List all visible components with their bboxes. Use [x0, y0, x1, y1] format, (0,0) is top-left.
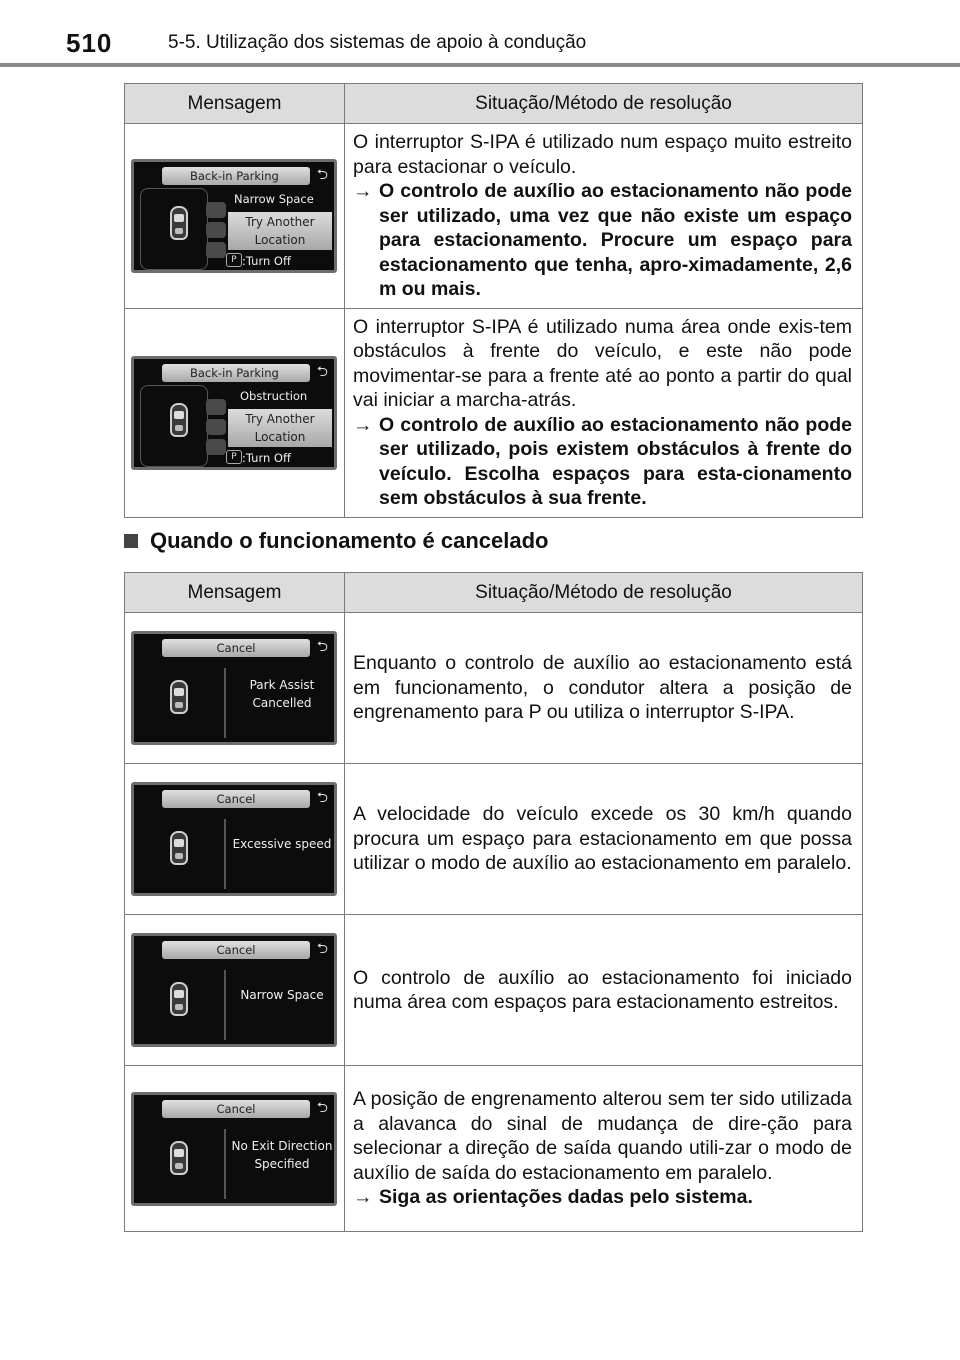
button-line: Try Another [245, 411, 315, 426]
action-line [353, 413, 852, 511]
screen-message: Narrow Space [234, 191, 314, 206]
back-icon: ⮌ [316, 166, 328, 183]
message-table-2 [124, 572, 863, 1232]
message-cell [125, 764, 345, 915]
parking-slot-icon [206, 399, 226, 415]
screen-title: Cancel [162, 639, 310, 657]
table-row [125, 613, 863, 764]
parking-slot-icon [206, 202, 226, 218]
car-icon [170, 982, 188, 1016]
table-header-row [125, 573, 863, 613]
back-icon: ⮌ [316, 363, 328, 380]
screen-message [230, 986, 334, 1004]
table-row [125, 1066, 863, 1232]
action-text: O controlo de auxílio ao estacionamento não pode ser utilizado, uma vez que não existe um espaço para estacionamento. Procure um espaço para estacionamento que tenha, apro-ximadamente, 2,6 m ou mais. [379, 180, 852, 300]
screen-divider [224, 668, 226, 738]
situation-text: A velocidade do veículo excede os 30 km/h quando procura um espaço para estacionamento em que possa utilizar o modo de auxílio ao estacionamento em paralelo. [353, 803, 852, 875]
action-line [353, 1185, 852, 1210]
column-header-message: Mensagem [125, 84, 345, 124]
header-rule [0, 63, 960, 67]
situation-cell [345, 1066, 863, 1232]
screen-title: Cancel [162, 790, 310, 808]
car-icon [170, 206, 188, 240]
situation-cell [345, 613, 863, 764]
situation-cell [345, 764, 863, 915]
parking-slot-icon [206, 222, 226, 238]
arrow-icon: → [353, 413, 373, 436]
display-screen [131, 631, 337, 745]
arrow-icon: → [353, 180, 373, 202]
parking-slot-icon [206, 419, 226, 435]
screen-message [230, 835, 334, 853]
car-icon [170, 831, 188, 865]
column-header-situation: Situação/Método de resolução [345, 573, 863, 613]
message-line: Narrow Space [240, 988, 324, 1002]
try-another-location-button [228, 409, 332, 447]
back-icon: ⮌ [316, 790, 328, 806]
car-icon [170, 403, 188, 437]
parking-switch-icon: P [226, 450, 242, 464]
table-row [125, 308, 863, 517]
back-icon: ⮌ [316, 1099, 328, 1116]
action-text: Siga as orientações dadas pelo sistema. [379, 1186, 753, 1209]
try-another-location-button [228, 212, 332, 250]
column-header-situation: Situação/Método de resolução [345, 84, 863, 124]
message-line: Park Assist [249, 678, 315, 692]
back-icon: ⮌ [316, 639, 328, 655]
screen-message [230, 1137, 334, 1173]
message-line: Excessive speed [232, 837, 332, 851]
car-icon [170, 680, 188, 714]
button-line: Try Another [245, 214, 315, 229]
situation-text: O interruptor S-IPA é utilizado num espaço muito estreito para estacionar o veículo. [353, 131, 852, 178]
message-cell [125, 308, 345, 517]
table-row [125, 764, 863, 915]
situation-text: A posição de engrenamento alterou sem ter sido utilizada a alavanca do sinal de mudança de dire-ção para selecionar a direção de saída quando utili-zar o modo de auxílio de saída do estacionamento em paralelo. [353, 1088, 852, 1184]
situation-text: Enquanto o controlo de auxílio ao estacionamento está em funcionamento, o condutor altera a posição de engrenamento para P ou utiliza o interruptor S-IPA. [353, 652, 852, 724]
display-screen [131, 159, 337, 273]
arrow-icon: → [353, 1186, 373, 1209]
button-line: Location [254, 232, 306, 247]
message-cell [125, 613, 345, 764]
section-heading [124, 528, 549, 554]
display-screen [131, 1092, 337, 1206]
table-row [125, 915, 863, 1066]
turn-off-label: :Turn Off [242, 450, 291, 465]
display-screen [131, 356, 337, 470]
screen-title: Cancel [162, 941, 310, 959]
message-table-1 [124, 83, 863, 518]
screen-divider [224, 819, 226, 889]
situation-text: O controlo de auxílio ao estacionamento foi iniciado numa área com espaços para estacionamento estreitos. [353, 966, 852, 1013]
screen-title: Back-in Parking [162, 167, 310, 185]
parking-slot-icon [206, 242, 226, 258]
table-row [125, 124, 863, 309]
table-header-row [125, 84, 863, 124]
parking-switch-icon: P [226, 253, 242, 267]
parking-slot-icon [206, 439, 226, 455]
back-icon: ⮌ [316, 941, 328, 957]
message-line: Specified [254, 1156, 310, 1171]
situation-cell [345, 915, 863, 1066]
message-cell [125, 124, 345, 309]
chapter-title: 5-5. Utilização dos sistemas de apoio à condução [168, 32, 587, 53]
screen-message [230, 676, 334, 712]
screen-divider [224, 1129, 226, 1199]
situation-text: O interruptor S-IPA é utilizado numa área onde exis-tem obstáculos à frente do veículo, e este não pode movimentar-se para a frente até ao ponto a partir do qual vai iniciar a marcha-atrás. [353, 315, 852, 411]
button-line: Location [254, 429, 306, 444]
action-line [353, 179, 852, 302]
screen-message: Obstruction [240, 388, 308, 403]
action-text: O controlo de auxílio ao estacionamento não pode ser utilizado, pois existem obstáculos à frente do veículo. Escolha espaços para esta-cionamento sem obstáculos à sua frente. [379, 413, 852, 509]
page-header [0, 0, 960, 70]
message-cell [125, 915, 345, 1066]
display-screen [131, 782, 337, 896]
page-number: 510 [66, 28, 113, 58]
section-title: Quando o funcionamento é cancelado [150, 528, 549, 553]
situation-cell [345, 308, 863, 517]
message-line: Cancelled [252, 696, 312, 710]
turn-off-label: :Turn Off [242, 253, 291, 268]
message-line: No Exit Direction [231, 1138, 333, 1153]
situation-cell [345, 124, 863, 309]
square-bullet-icon [124, 534, 138, 548]
screen-title: Cancel [162, 1100, 310, 1118]
column-header-message: Mensagem [125, 573, 345, 613]
car-icon [170, 1141, 188, 1175]
message-cell [125, 1066, 345, 1232]
display-screen [131, 933, 337, 1047]
screen-divider [224, 970, 226, 1040]
screen-title: Back-in Parking [162, 364, 310, 382]
